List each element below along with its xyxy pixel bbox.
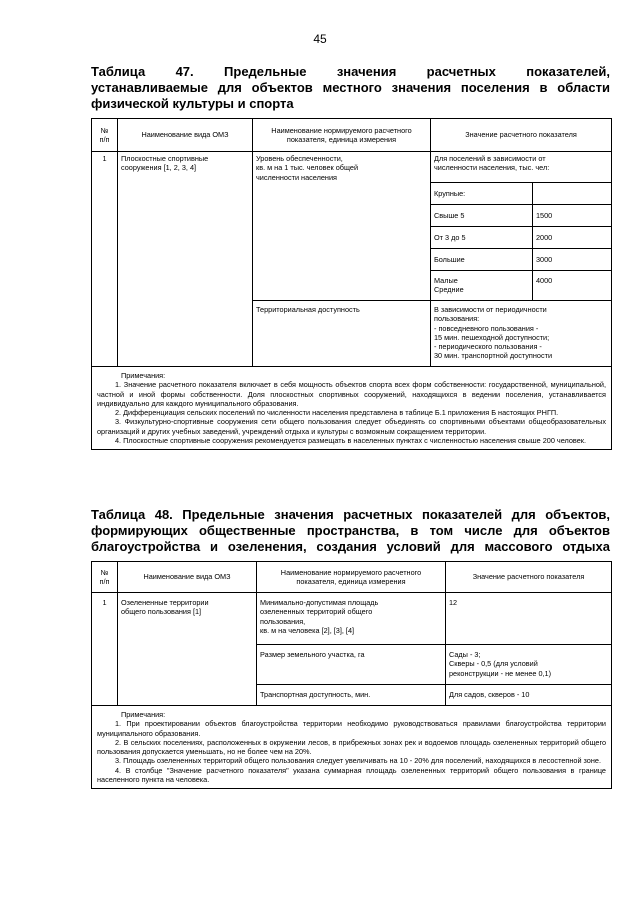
sub-label: Крупные:: [431, 183, 533, 205]
sub-label: Большие: [431, 249, 533, 271]
table-row: [92, 593, 612, 645]
header-value: Значение расчетного показателя: [446, 562, 612, 593]
row-type: Плоскостные спортивные сооружения [1, 2, 3, 4]: [118, 152, 253, 367]
notes-heading: Примечания:: [121, 710, 166, 719]
header-num: № п/п: [92, 562, 118, 593]
sub-label: От 3 до 5: [431, 227, 533, 249]
row-num: 1: [92, 152, 118, 367]
row-indicator-provision: Уровень обеспеченности, кв. м на 1 тыс. человек общей численности населения: [253, 152, 431, 301]
table48-notes-row: [92, 706, 612, 789]
note-item: 1. Значение расчетного показателя включает в себя мощность объектов спорта всех форм собственности: государственной, муниципальной, частной и иной формы собственности. Доля плоскостных спортивных сооружений, находящихся в ведении поселения, устанавливается индивидуально для каждого муниципального образования.: [97, 380, 607, 408]
header-indicator: Наименование нормируемого расчетного показателя, единица измерения: [253, 119, 431, 152]
sub-label: Свыше 5: [431, 205, 533, 227]
row-indicator-access: Территориальная доступность: [253, 301, 431, 367]
header-num: № п/п: [92, 119, 118, 152]
table47-title-line: Таблица 47. Предельные значения расчетных показателей,: [91, 64, 610, 79]
sub-value: [533, 183, 612, 205]
header-type: Наименование вида ОМЗ: [118, 119, 253, 152]
note-item: 1. При проектировании объектов благоустройства территории необходимо руководствоваться правилами благоустройства территории муниципального образования.: [97, 719, 606, 738]
table48-title-line: благоустройства и озеленения, создания условий для массового отдыха: [91, 539, 610, 554]
header-indicator: Наименование нормируемого расчетного показателя, единица измерения: [257, 562, 446, 593]
table48-title-line: Таблица 48. Предельные значения расчетных показателей для объектов,: [91, 507, 610, 522]
table48-header-row: [92, 562, 612, 593]
table47-title-line: устанавливаемые для объектов местного значения поселения в области: [91, 80, 610, 95]
note-item: 2. Дифференциация сельских поселений по численности населения представлена в таблице Б.1 приложения Б настоящих РНГП.: [115, 408, 559, 418]
table47-notes-row: [92, 367, 612, 450]
note-item: 3. Физкультурно-спортивные сооружения сети общего пользования следует объединять со спортивными объектами общеобразовательных организаций и других учебных заведений, учреждений отдыха и культуры с возможным сокращением территории.: [97, 417, 607, 436]
row-type: Озелененные территории общего пользования [1]: [118, 593, 257, 706]
table47-title-line: физической культуры и спорта: [91, 96, 294, 111]
table48-notes: [92, 706, 612, 789]
table48: [91, 561, 612, 789]
row-value: Для садов, скверов - 10: [446, 685, 612, 706]
table47: [91, 118, 612, 450]
note-item: 4. В столбце "Значение расчетного показателя" указана суммарная площадь озелененных территорий общего пользования в границе населенного пункта на человека.: [97, 765, 606, 785]
table47-notes: [92, 367, 612, 450]
row-value-access: В зависимости от периодичности пользования: - повседневного пользования - 15 мин. пешеходной доступности; - периодического пользования - 30 мин. транспортной доступности: [431, 301, 612, 367]
row-indicator: Транспортная доступность, мин.: [257, 685, 446, 706]
row-value: 12: [446, 593, 612, 645]
sub-value: 4000: [533, 271, 612, 301]
note-item: 3. Площадь озелененных территорий общего пользования следует увеличивать на 10 - 20% для поселений, находящихся в лесостепной зоне.: [115, 756, 601, 766]
page-number: 45: [313, 32, 327, 46]
table-row: [92, 152, 612, 183]
table48-title-line: формирующих общественные пространства, в том числе для объектов: [91, 523, 610, 538]
note-item: 2. В сельских поселениях, расположенных в окружении лесов, в прибрежных зонах рек и водоемов площадь озелененных территорий общего пользования допускается уменьшать, но не более чем на 20%.: [97, 737, 606, 757]
row-num: 1: [92, 593, 118, 706]
note-item: 4. Плоскостные спортивные сооружения рекомендуется размещать в населенных пунктах с численностью населения свыше 200 человек.: [115, 436, 587, 446]
row-value: Сады - 3; Скверы - 0,5 (для условий реконструкции - не менее 0,1): [446, 645, 612, 685]
row-value-intro: Для поселений в зависимости от численности населения, тыс. чел:: [431, 152, 612, 183]
row-indicator: Размер земельного участка, га: [257, 645, 446, 685]
table48-title: [91, 507, 610, 555]
sub-value: 2000: [533, 227, 612, 249]
sub-label: Малые Средние: [431, 271, 533, 301]
table47-title: [91, 64, 610, 112]
sub-value: 3000: [533, 249, 612, 271]
header-type: Наименование вида ОМЗ: [118, 562, 257, 593]
header-value: Значение расчетного показателя: [431, 119, 612, 152]
table47-header-row: [92, 119, 612, 152]
sub-value: 1500: [533, 205, 612, 227]
row-indicator: Минимально-допустимая площадь озелененных территорий общего пользования, кв. м на человека [2], [3], [4]: [257, 593, 446, 645]
notes-heading: Примечания:: [121, 371, 166, 380]
